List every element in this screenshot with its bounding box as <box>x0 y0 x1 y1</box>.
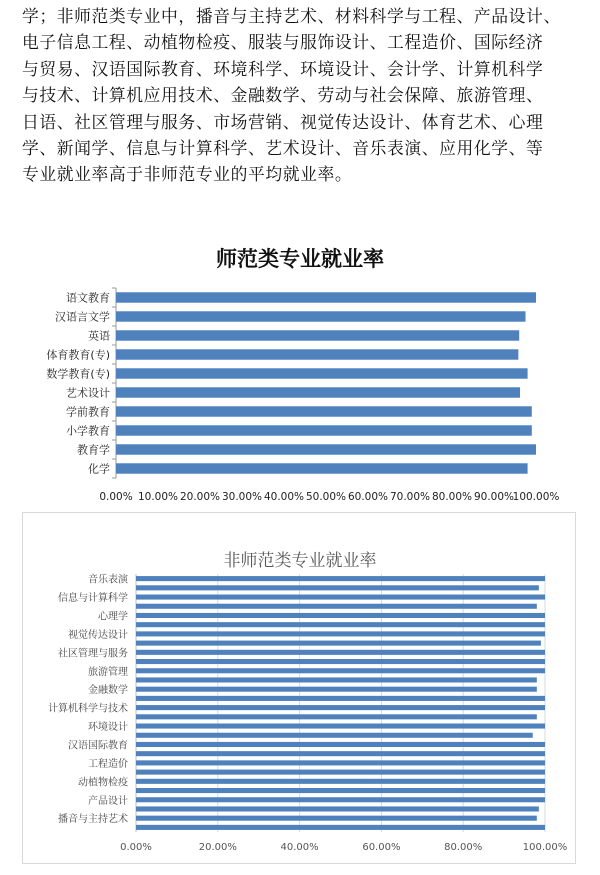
category-label: 工程造价 <box>88 758 128 770</box>
category-label: 教育学 <box>77 443 110 457</box>
paragraph-line: 与技术、计算机应用技术、金融数学、劳动与社会保障、旅游管理、 <box>22 85 544 106</box>
category-label: 信息与计算科学 <box>58 593 128 605</box>
x-tick-label: 100.00% <box>522 842 568 853</box>
category-label: 数学教育(专) <box>46 367 110 381</box>
bar <box>136 742 545 747</box>
x-tick-label: 30.00% <box>221 491 263 503</box>
bar <box>136 825 545 830</box>
paragraph-line: 学、新闻学、信息与计算科学、艺术设计、音乐表演、应用化学、等 <box>22 138 544 159</box>
paragraph-line: 电子信息工程、动植物检疫、服装与服饰设计、工程造价、国际经济 <box>22 32 544 53</box>
x-tick-label: 100.00% <box>512 491 560 503</box>
x-tick-label: 0.00% <box>120 842 152 853</box>
bar <box>136 714 537 719</box>
x-tick-label: 80.00% <box>444 842 483 853</box>
x-tick-label: 80.00% <box>431 491 473 503</box>
category-label: 语文教育 <box>66 291 110 305</box>
bar <box>136 797 545 802</box>
bar <box>136 779 545 784</box>
chart1-title: 师范类专业就业率 <box>216 247 384 271</box>
bar <box>136 576 545 581</box>
bar <box>136 595 545 600</box>
bar <box>136 659 545 664</box>
bar <box>136 613 545 618</box>
bar <box>136 641 541 646</box>
category-label: 学前教育 <box>66 405 110 419</box>
x-tick-label: 60.00% <box>347 491 389 503</box>
category-label: 小学教育 <box>66 424 110 438</box>
x-tick-label: 20.00% <box>179 491 221 503</box>
category-label: 心理学 <box>98 611 128 623</box>
category-label: 环境设计 <box>88 722 128 734</box>
paragraph-line: 与贸易、汉语国际教育、环境科学、环境设计、会计学、计算机科学 <box>22 58 544 79</box>
category-label: 旅游管理 <box>88 666 128 678</box>
bar <box>136 696 545 701</box>
x-tick-label: 20.00% <box>198 842 237 853</box>
bar <box>136 724 545 729</box>
bar <box>136 760 545 765</box>
bar <box>136 751 545 756</box>
bar <box>136 788 545 793</box>
x-tick-label: 40.00% <box>280 842 319 853</box>
category-label: 动植物检疫 <box>78 777 128 789</box>
paragraph-line: 学；非师范类专业中，播音与主持艺术、材料科学与工程、产品设计、 <box>22 6 561 26</box>
x-tick-label: 40.00% <box>263 491 305 503</box>
x-tick-label: 60.00% <box>362 842 401 853</box>
bar <box>136 770 545 775</box>
category-label: 音乐表演 <box>88 574 128 586</box>
category-label: 视觉传达设计 <box>68 629 128 641</box>
paragraph-line: 专业就业率高于非师范专业的平均就业率。 <box>22 164 353 185</box>
category-label: 计算机科学与技术 <box>48 703 128 715</box>
bar <box>136 631 545 636</box>
bar <box>136 668 545 673</box>
category-label: 化学 <box>88 462 110 476</box>
category-label: 汉语言文学 <box>55 310 110 324</box>
category-label: 英语 <box>88 329 110 343</box>
bar <box>136 705 545 710</box>
bar <box>136 622 545 627</box>
bar <box>136 733 533 738</box>
bar <box>136 585 539 590</box>
chart2-title: 非师范类专业就业率 <box>223 551 377 571</box>
x-tick-label: 90.00% <box>473 491 515 503</box>
x-tick-label: 10.00% <box>137 491 179 503</box>
x-tick-label: 70.00% <box>389 491 431 503</box>
category-label: 汉语国际教育 <box>68 740 128 752</box>
category-label: 产品设计 <box>88 795 128 807</box>
bar <box>136 687 537 692</box>
x-tick-label: 0.00% <box>99 491 133 503</box>
bar <box>136 816 537 821</box>
x-tick-label: 50.00% <box>305 491 347 503</box>
paragraph-line: 日语、社区管理与服务、市场营销、视觉传达设计、体育艺术、心理 <box>22 111 544 132</box>
bar <box>136 677 537 682</box>
bar <box>136 650 545 655</box>
bar <box>136 806 539 811</box>
category-label: 社区管理与服务 <box>58 648 128 660</box>
category-label: 体育教育(专) <box>46 348 110 362</box>
category-label: 播音与主持艺术 <box>58 814 128 826</box>
bar <box>136 604 537 609</box>
category-label: 艺术设计 <box>66 386 110 400</box>
category-label: 金融数学 <box>88 685 128 697</box>
